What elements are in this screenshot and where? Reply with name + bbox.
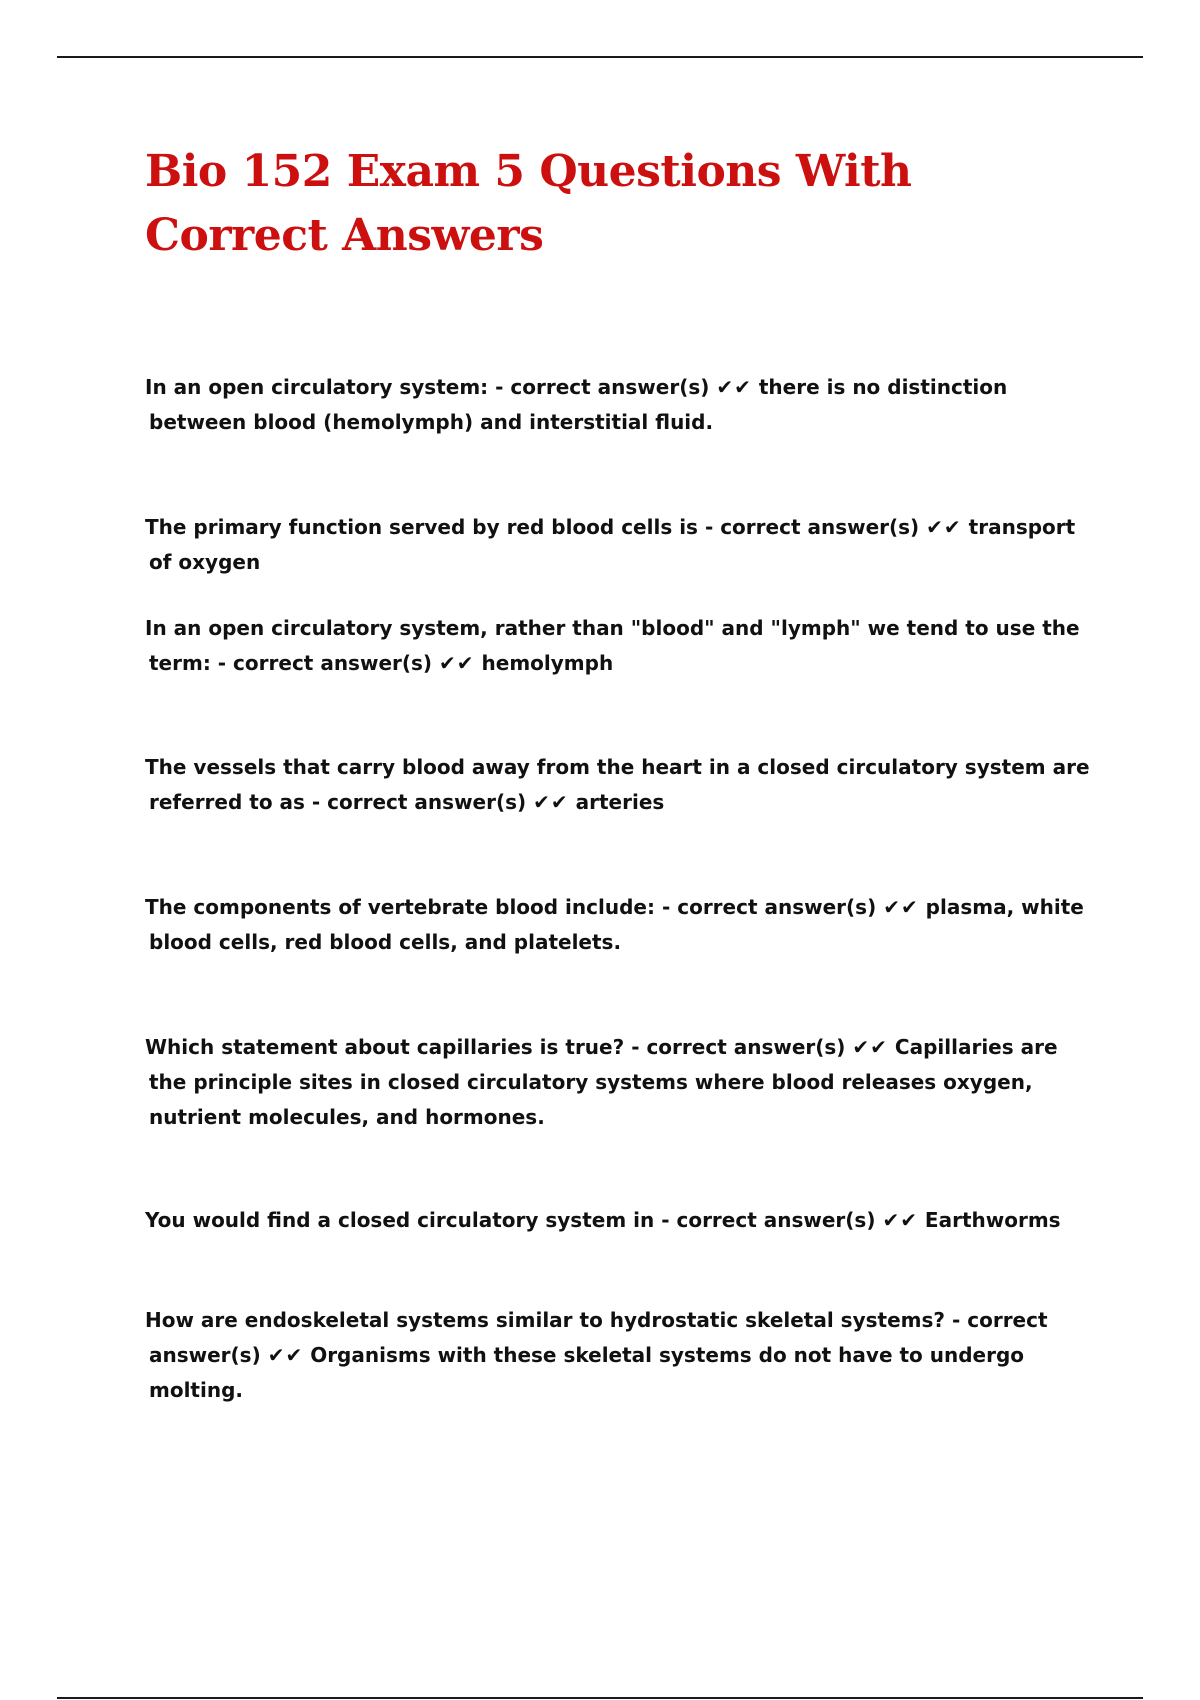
qa-item-7 (145, 1203, 1099, 1238)
answer-marker: - correct answer(s) (495, 375, 710, 399)
top-rule (57, 56, 1143, 58)
answer-marker: - correct answer(s) (661, 1208, 876, 1232)
double-check-icon: ✔✔ (852, 1035, 888, 1059)
double-check-icon: ✔✔ (439, 651, 475, 675)
question-text: Which statement about capillaries is true? (145, 1035, 625, 1059)
question-text: You would find a closed circulatory system in (145, 1208, 655, 1232)
answer-text: Organisms with these skeletal systems do not have to undergo molting. (149, 1343, 1025, 1402)
answer-text: hemolymph (481, 651, 614, 675)
answer-marker: - correct answer(s) (217, 651, 433, 675)
qa-item-6 (145, 1030, 1099, 1135)
qa-item-5 (145, 890, 1099, 960)
document-title: Bio 152 Exam 5 Questions With Correct Answers (145, 146, 912, 261)
answer-text: there is no distinction between blood (hemolymph) and interstitial fluid. (149, 375, 1008, 434)
answer-text: Capillaries are the principle sites in closed circulatory systems where blood releases oxygen, nutrient molecules, and hormones. (149, 1035, 1058, 1129)
qa-item-1 (145, 370, 1099, 440)
question-text: The vessels that carry blood away from the heart in a closed circulatory system are referred to as (145, 755, 1090, 814)
question-text: The primary function served by red blood cells is (145, 515, 698, 539)
answer-marker: - correct answer(s) (311, 790, 527, 814)
answer-marker: - correct answer(s) (631, 1035, 846, 1059)
question-text: How are endoskeletal systems similar to hydrostatic skeletal systems? (145, 1308, 945, 1332)
answer-marker: - correct answer(s) (704, 515, 920, 539)
question-text: The components of vertebrate blood include: (145, 895, 655, 919)
answer-marker: - correct answer(s) (661, 895, 877, 919)
answer-text: arteries (575, 790, 665, 814)
answer-text: transport of oxygen (149, 515, 1076, 574)
qa-item-2 (145, 510, 1099, 580)
qa-item-3 (145, 611, 1099, 681)
qa-item-4 (145, 750, 1099, 820)
answer-marker: - correct answer(s) (149, 1308, 1048, 1367)
double-check-icon: ✔✔ (882, 1208, 918, 1232)
question-text: In an open circulatory system, rather than "blood" and "lymph" we tend to use the term: (145, 616, 1080, 675)
answer-text: plasma, white blood cells, red blood cells, and platelets. (149, 895, 1084, 954)
double-check-icon: ✔✔ (533, 790, 569, 814)
double-check-icon: ✔✔ (883, 895, 919, 919)
question-text: In an open circulatory system: (145, 375, 489, 399)
qa-item-8 (145, 1303, 1099, 1408)
bottom-rule (57, 1697, 1143, 1699)
double-check-icon: ✔✔ (716, 375, 752, 399)
answer-text: Earthworms (924, 1208, 1061, 1232)
double-check-icon: ✔✔ (926, 515, 962, 539)
double-check-icon: ✔✔ (267, 1343, 304, 1367)
